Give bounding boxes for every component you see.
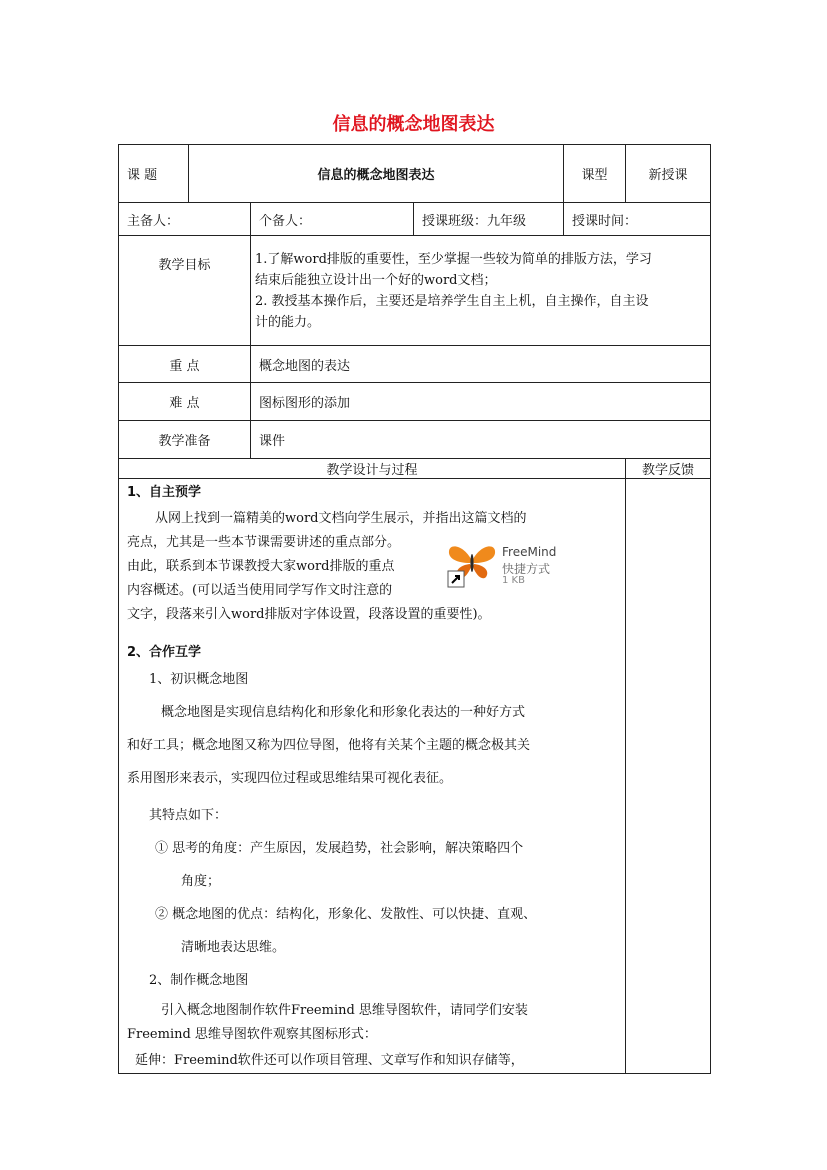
row-process-header [119, 459, 711, 479]
course-title: 信息的概念地图表达 [189, 145, 564, 203]
row-goals [119, 236, 711, 346]
type-label: 课型 [564, 145, 626, 203]
goals-content [251, 236, 711, 346]
row-prep [119, 421, 711, 459]
section1-line: 亮点，尤其是一些本节课需要讲述的重点部分。 [127, 535, 401, 550]
goal-line: 计的能力。 [255, 314, 321, 330]
shortcut-name: FreeMind [502, 545, 557, 559]
section1-line: 由此，联系到本节课教授大家word排版的重点 [127, 559, 395, 574]
preparer-cell: 主备人： [119, 203, 251, 236]
lesson-plan-table [118, 144, 711, 1074]
individual-cell: 个备人： [251, 203, 414, 236]
course-label: 课 题 [119, 145, 189, 203]
tail-line: 延伸：Freemind软件还可以作项目管理、文章写作和知识存储等， [135, 1053, 524, 1068]
process-content [119, 479, 626, 1074]
subheading-2: 2、制作概念地图 [149, 973, 249, 988]
shortcut-type: 快捷方式 [502, 562, 551, 576]
tail-line: Freemind 思维导图软件观察其图标形式： [127, 1027, 377, 1042]
feature-1-cont: 角度； [181, 874, 221, 889]
tail-line: 引入概念地图制作软件Freemind 思维导图软件，请同学们安装 [161, 1003, 528, 1018]
document-title: 信息的概念地图表达 [332, 114, 495, 135]
subheading-1: 1、初识概念地图 [149, 672, 249, 687]
goal-line: 2. 教授基本操作后，主要还是培养学生自主上机，自主操作，自主设 [255, 293, 649, 309]
row-people [119, 203, 711, 236]
section1-line: 文字，段落来引入word排版对字体设置，段落设置的重要性)。 [127, 607, 491, 622]
section2-heading: 2、合作互学 [127, 645, 202, 660]
feedback-cell [626, 479, 711, 1074]
concept-line: 和好工具；概念地图又称为四位导图，他将有关某个主题的概念极其关 [127, 738, 531, 753]
feedback-header: 教学反馈 [626, 459, 711, 479]
row-difficult [119, 383, 711, 421]
section1-line: 从网上找到一篇精美的word文档向学生展示，并指出这篇文档的 [155, 511, 527, 526]
section1-heading: 1、自主预学 [127, 485, 202, 500]
process-header: 教学设计与过程 [119, 459, 626, 479]
features-intro: 其特点如下： [149, 808, 228, 823]
prep-label: 教学准备 [119, 421, 251, 459]
goal-line: 1.了解word排版的重要性，至少掌握一些较为简单的排版方法，学习 [255, 251, 652, 267]
freemind-shortcut[interactable] [446, 539, 586, 591]
prep-value: 课件 [251, 421, 711, 459]
key-value: 概念地图的表达 [251, 346, 711, 383]
concept-line: 系用图形来表示，实现四位过程或思维结果可视化表征。 [127, 771, 453, 786]
time-cell: 授课时间： [564, 203, 711, 236]
row-process [119, 479, 711, 1074]
type-value: 新授课 [626, 145, 711, 203]
concept-line: 概念地图是实现信息结构化和形象化和形象化表达的一种好方式 [161, 705, 526, 720]
row-course [119, 145, 711, 203]
difficult-label: 难 点 [119, 383, 251, 421]
row-key [119, 346, 711, 383]
goal-line: 结束后能独立设计出一个好的word文档； [255, 272, 497, 288]
difficult-value: 图标图形的添加 [251, 383, 711, 421]
shortcut-size: 1 KB [502, 575, 525, 586]
goals-label: 教学目标 [119, 236, 251, 346]
section1-line: 内容概述。(可以适当使用同学写作文时注意的 [127, 583, 393, 598]
feature-1: ① 思考的角度：产生原因，发展趋势，社会影响，解决策略四个 [155, 841, 524, 856]
feature-2-cont: 清晰地表达思维。 [181, 940, 286, 955]
key-label: 重 点 [119, 346, 251, 383]
feature-2: ② 概念地图的优点：结构化，形象化、发散性、可以快捷、直观、 [155, 907, 537, 922]
butterfly-icon [446, 539, 498, 589]
class-cell: 授课班级：九年级 [414, 203, 564, 236]
